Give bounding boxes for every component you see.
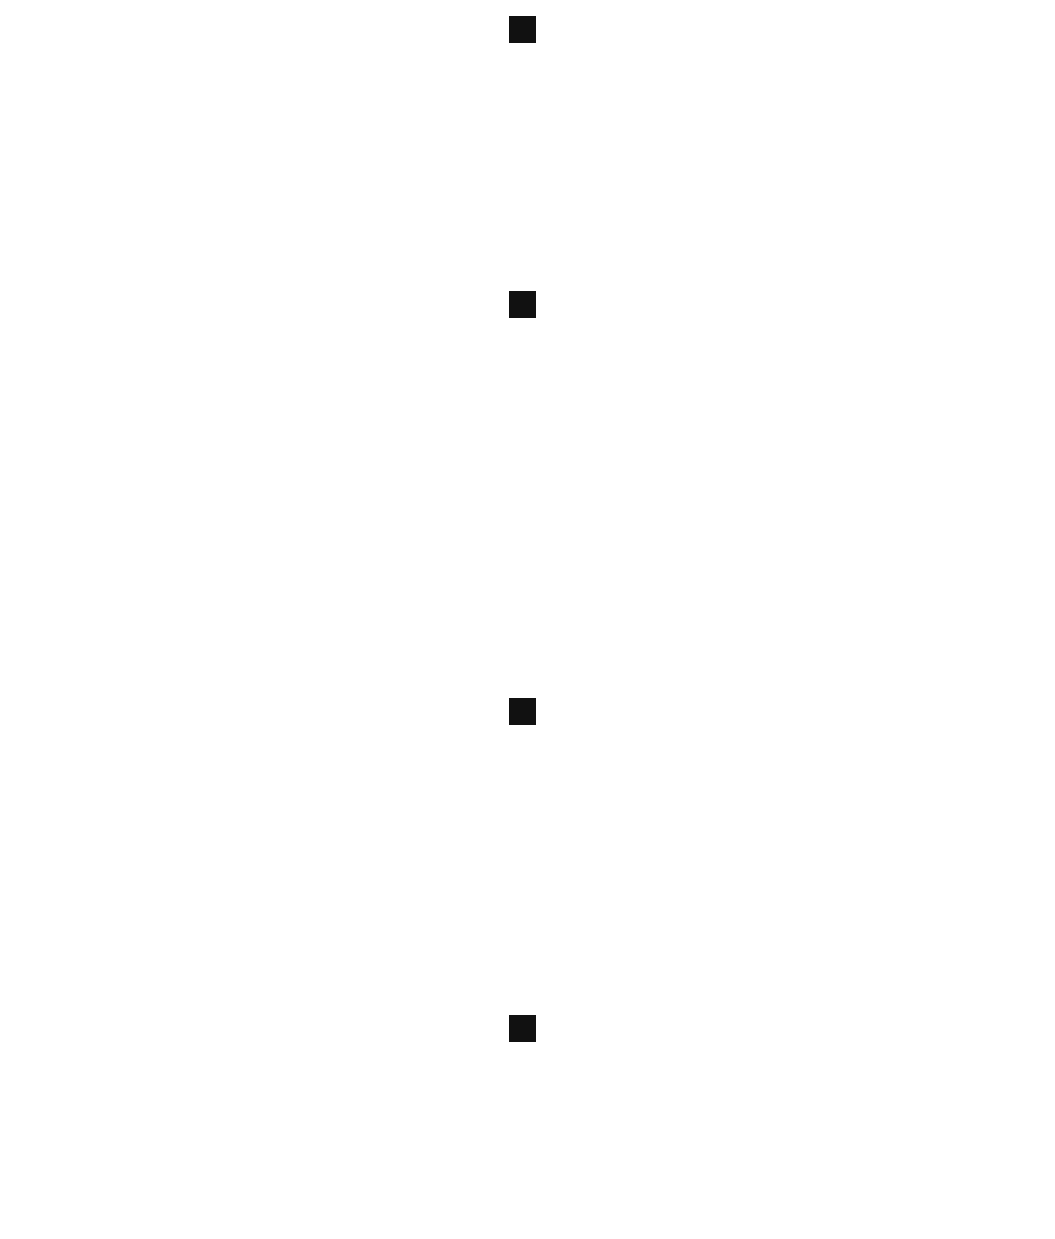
- caution-line: [0, 1121, 1055, 1161]
- caution-line: [0, 1175, 1055, 1215]
- description-line: [0, 466, 1055, 518]
- description-line: [0, 348, 1055, 400]
- black-square-icon: [509, 698, 536, 725]
- product-spec-heading: [0, 16, 1055, 60]
- description-line: [0, 528, 1055, 580]
- washing-line: [0, 805, 1055, 845]
- description-heading: [0, 291, 1055, 335]
- black-square-icon: [509, 1015, 536, 1042]
- caution-heading: [0, 1015, 1055, 1059]
- washing-heading: [0, 698, 1055, 742]
- black-square-icon: [509, 16, 536, 43]
- description-line: [0, 410, 1055, 462]
- caution-line: [0, 1069, 1055, 1109]
- size-line: [0, 186, 1055, 226]
- washing-line: [0, 859, 1055, 899]
- material-line: [0, 70, 1055, 122]
- washing-line: [0, 752, 1055, 792]
- washing-line: [0, 910, 1055, 950]
- black-square-icon: [509, 291, 536, 318]
- color-line: [0, 134, 1055, 174]
